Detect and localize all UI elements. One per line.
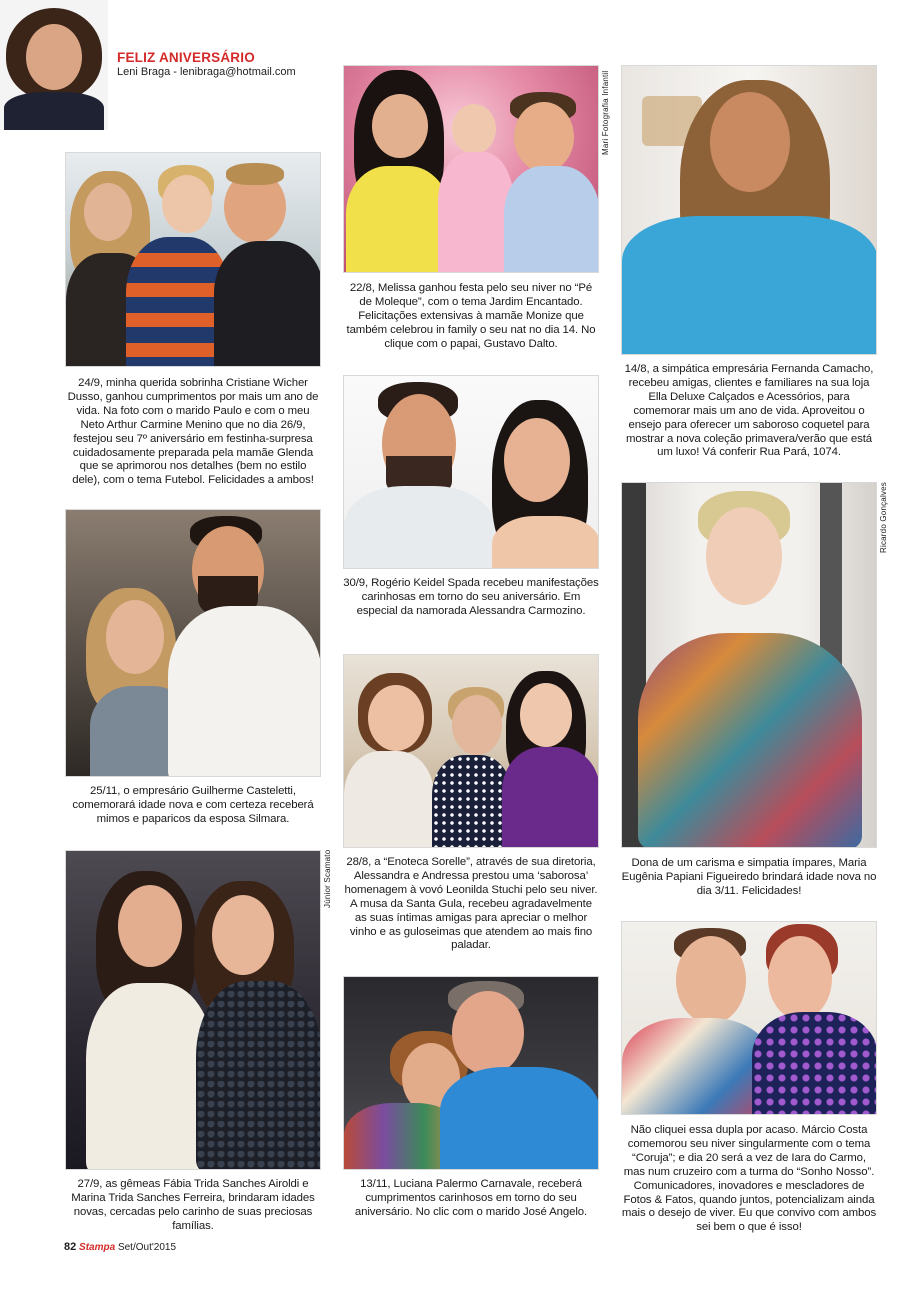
magazine-name: Stampa bbox=[79, 1242, 116, 1253]
photo-credit-ricardo: Ricardo Gonçalves bbox=[879, 482, 888, 553]
photo-maria-eugenia bbox=[621, 482, 877, 848]
photo-fernanda bbox=[621, 65, 877, 355]
columnist-photo bbox=[0, 0, 108, 130]
photo-rogerio bbox=[343, 375, 599, 569]
caption-maria-eugenia: Dona de um carisma e simpatia ímpares, Maria Eugênia Papiani Figueiredo brindará idade nova no dia 3/11. Felicidades! bbox=[621, 857, 877, 897]
caption-rogerio: 30/9, Rogério Keidel Spada recebeu manifestações carinhosas em torno do seu aniversário. Em especial da namorada Alessandra Carmozino. bbox=[343, 577, 599, 617]
caption-luciana: 13/11, Luciana Palermo Carnavale, receberá cumprimentos carinhosos em torno do seu aniversário. No clic com o marido José Angelo. bbox=[354, 1178, 588, 1218]
caption-cristiane: 24/9, minha querida sobrinha Cristiane Wicher Dusso, ganhou cumprimentos por mais um ano de vida. Na foto com o marido Paulo e com o meu Neto Arthur Carmine Menino que no dia 26/9, festejou seu 7º aniversário em festinha-surpresa cuidadosamente preparada pela mamãe Glenda que se aprimorou nos detalhes (bem no estilo dele), com o tema Futebol. Felicidades a ambos! bbox=[67, 377, 319, 487]
columnist-byline: Leni Braga - lenibraga@hotmail.com bbox=[117, 66, 296, 78]
section-title: FELIZ ANIVERSÁRIO bbox=[117, 50, 255, 65]
caption-guilherme: 25/11, o empresário Guilherme Casteletti, comemorará idade nova e com certeza receberá mimos e paparicos da esposa Silmara. bbox=[72, 785, 314, 825]
caption-marcio-iara: Não cliquei essa dupla por acaso. Márcio Costa comemorou seu niver singularmente com o tema “Coruja”; e dia 20 será a vez de Iara do Carmo, mas num cruzeiro com a turma do “Sonho Nosso”. Comunicadores, inovadores e mescladores de Fotos & Fatos, quando juntos, potencializam ainda mais o desejo de viver. Eu que convivo com ambos sei bem o que é isso! bbox=[621, 1124, 877, 1234]
caption-melissa: 22/8, Melissa ganhou festa pelo seu niver no “Pé de Moleque”, com o tema Jardim Encantado. Felicitações extensivas à mamãe Monize que também celebrou in family o seu nat no dia 14. No clique com o papai, Gustavo Dalto. bbox=[346, 282, 596, 350]
caption-fernanda: 14/8, a simpática empresária Fernanda Camacho, recebeu amigas, clientes e familiares na sua loja Ella Deluxe Calçados e Acessórios, para comemorar mais um ano de vida. Aproveitou o ensejo para oferecer um saboroso coquetel para mostrar a nova coleção primavera/verão que está um luxo! Vá conferir Rua Pará, 1074. bbox=[624, 363, 874, 459]
photo-marcio-iara bbox=[621, 921, 877, 1115]
edition-label: Set/Out'2015 bbox=[117, 1242, 176, 1253]
page-number: 82 bbox=[64, 1241, 77, 1253]
photo-credit-mari: Mari Fotografia Infantil bbox=[601, 70, 610, 155]
page-footer bbox=[64, 1241, 176, 1253]
photo-credit-junior: Júnior Scamato bbox=[323, 849, 332, 908]
photo-guilherme bbox=[65, 509, 321, 777]
photo-cristiane-family bbox=[65, 152, 321, 367]
photo-gemeas bbox=[65, 850, 321, 1170]
photo-melissa bbox=[343, 65, 599, 273]
caption-gemeas: 27/9, as gêmeas Fábia Trida Sanches Airoldi e Marina Trida Sanches Ferreira, brindaram idades novas, cercadas pelo carinho de suas preciosas famílias. bbox=[71, 1178, 315, 1232]
caption-enoteca: 28/8, a “Enoteca Sorelle”, através de sua diretoria, Alessandra e Andressa prestou uma ‘saborosa’ homenagem à vovó Leonilda Stuchi pelo seu niver. A musa da Santa Gula, recebeu agradavelmente as suas íntimas amigas para apreciar o melhor vinho e as guloseimas que atendem ao mais fino paladar. bbox=[344, 856, 598, 952]
photo-enoteca bbox=[343, 654, 599, 848]
photo-luciana bbox=[343, 976, 599, 1170]
